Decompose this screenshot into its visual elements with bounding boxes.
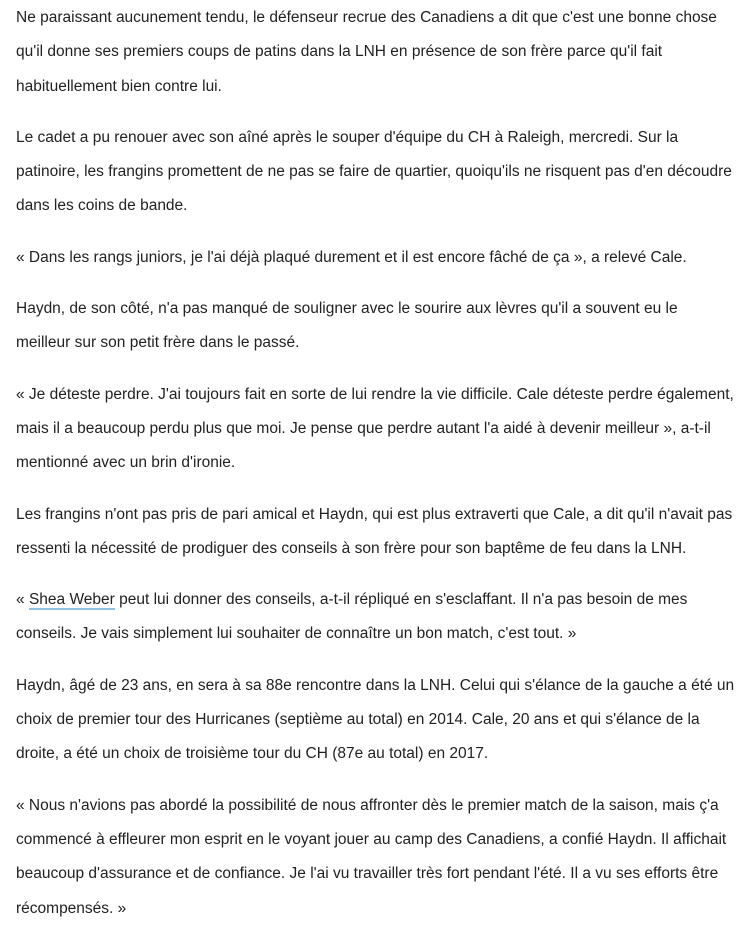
paragraph-2: Le cadet a pu renouer avec son aîné après le souper d'équipe du CH à Raleigh, mercredi. Sur la patinoire, les frangins promettent de ne pas se faire de quartier, quoiqu'ils ne risquent pas d'en découdre dans les coins de bande. (16, 128, 732, 215)
paragraph-7 (16, 583, 736, 652)
shea-weber-link[interactable]: Shea Weber (28, 591, 115, 609)
paragraph-1: Ne paraissant aucunement tendu, le défenseur recrue des Canadiens a dit que c'est une bonne chose qu'il donne ses premiers coups de patins dans la LNH en présence de son frère parce qu'il fait habituellement bien contre lui. (16, 9, 717, 95)
paragraph-3: « Dans les rangs juniors, je l'ai déjà plaqué durement et il est encore fâché de ça », a relevé Cale. (16, 248, 687, 266)
quote-open: « (16, 591, 29, 609)
paragraph-6: Les frangins n'ont pas pris de pari amical et Haydn, qui est plus extraverti que Cale, a dit qu'il n'avait pas ressenti la nécessité de prodiguer des conseils à son frère pour son baptême de feu dans la LNH. (16, 505, 733, 557)
paragraph-7-text: peut lui donner des conseils, a-t-il répliqué en s'esclaffant. Il n'a pas besoin de mes conseils. Je vais simplement lui souhaiter de connaître un bon match, c'est tout. » (16, 591, 688, 643)
paragraph-9: « Nous n'avions pas abordé la possibilité de nous affronter dès le premier match de la saison, mais ç'a commencé à effleurer mon esprit en le voyant jouer au camp des Canadiens, a confié Haydn. Il affichait beaucoup d'assurance et de confiance. Je l'ai vu travailler très fort pendant l'été. Il a vu ses efforts être récompensés. » (16, 796, 727, 917)
paragraph-8: Haydn, âgé de 23 ans, en sera à sa 88e rencontre dans la LNH. Celui qui s'élance de la gauche a été un choix de premier tour des Hurricanes (septième au total) en 2014. Cale, 20 ans et qui s'élance de la droite, a été un choix de troisième tour du CH (87e au total) en 2017. (16, 676, 735, 763)
paragraph-5: « Je déteste perdre. J'ai toujours fait en sorte de lui rendre la vie difficile. Cale déteste perdre également, mais il a beaucoup perdu plus que moi. Je pense que perdre autant l'a aidé à devenir meilleur », a-t-il mentionné avec un brin d'ironie. (16, 385, 734, 472)
paragraph-4: Haydn, de son côté, n'a pas manqué de souligner avec le sourire aux lèvres qu'il a souvent eu le meilleur sur son petit frère dans le passé. (16, 300, 678, 352)
